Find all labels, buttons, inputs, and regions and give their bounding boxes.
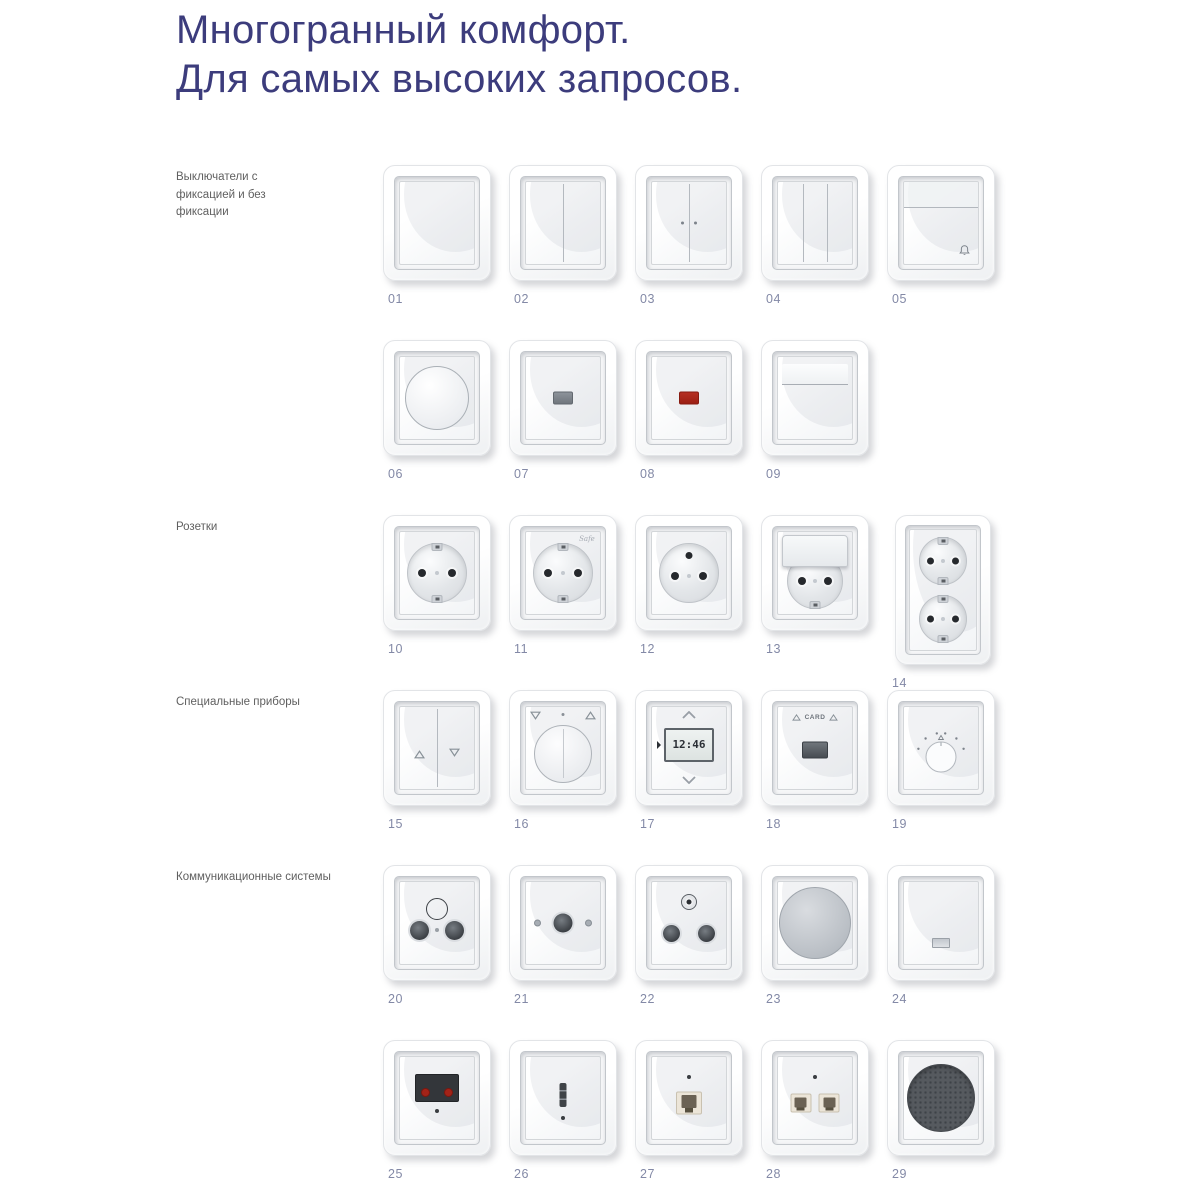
pin-hole	[927, 558, 934, 565]
product-number: 22	[640, 992, 656, 1006]
plate-frame	[772, 351, 858, 445]
triangle-up-icon	[414, 750, 425, 759]
product-01	[383, 165, 490, 306]
earth-clip	[558, 595, 569, 603]
plate-frame	[520, 176, 606, 270]
plate-frame	[394, 526, 480, 620]
product-row	[383, 340, 868, 481]
blind-rocker-switch	[399, 706, 475, 790]
plate-frame	[772, 176, 858, 270]
room-thermostat	[903, 706, 979, 790]
earth-clip	[938, 577, 949, 585]
pin-hole	[418, 569, 426, 577]
bell-push-with-label	[903, 181, 979, 265]
loudspeaker-socket	[399, 1056, 475, 1140]
product-number: 01	[388, 292, 404, 306]
product-13	[761, 515, 868, 656]
product-02	[509, 165, 616, 306]
product-14	[887, 515, 994, 690]
product-number: 03	[640, 292, 656, 306]
wall-plate	[635, 865, 743, 981]
product-number: 28	[766, 1167, 782, 1181]
pin-hole	[952, 615, 959, 622]
schuko-socket-with-lid	[777, 531, 853, 615]
product-number: 15	[388, 817, 404, 831]
blind-rotary-switch	[525, 706, 601, 790]
product-number: 23	[766, 992, 782, 1006]
product-number: 19	[892, 817, 908, 831]
schuko-outlet	[407, 543, 467, 603]
page-title-line-2: Для самых высоких запросов.	[176, 57, 743, 101]
plate-frame	[520, 526, 606, 620]
safety-marking: Safe	[579, 535, 595, 544]
dimmer-knob	[405, 366, 469, 430]
wall-plate	[895, 515, 991, 665]
product-22	[635, 865, 742, 1006]
product-10	[383, 515, 490, 656]
rotary-knob	[534, 725, 592, 783]
wall-plate	[887, 165, 995, 281]
product-number: 26	[514, 1167, 530, 1181]
pin-hole	[574, 569, 582, 577]
triangle-up-icon	[792, 714, 801, 721]
product-27	[635, 1040, 742, 1181]
plate-frame	[646, 701, 732, 795]
electronic-timer	[651, 706, 727, 790]
wall-plate	[761, 340, 869, 456]
chevron-up-icon	[681, 711, 697, 719]
section-label-2: Специальные приборы	[176, 696, 300, 708]
product-number: 09	[766, 467, 782, 481]
pin-hole	[699, 572, 707, 580]
loudspeaker-module	[903, 1056, 979, 1140]
earth-clip	[938, 635, 949, 643]
plate-frame	[772, 1051, 858, 1145]
rj45-jack	[676, 1091, 702, 1114]
plate-frame	[646, 176, 732, 270]
tv-sat-socket	[651, 881, 727, 965]
product-17	[635, 690, 742, 831]
wall-plate	[383, 340, 491, 456]
wall-plate	[383, 165, 491, 281]
product-number: 16	[514, 817, 530, 831]
page-title	[176, 6, 742, 104]
switch-with-label-window	[777, 356, 853, 440]
phone-jack-slot	[560, 1083, 567, 1107]
sensor-dome	[779, 887, 851, 959]
switch-with-red-indicator	[651, 356, 727, 440]
plate-frame	[772, 526, 858, 620]
plate-frame	[772, 701, 858, 795]
card-label: CARD	[804, 714, 826, 722]
schuko-outlet	[919, 595, 967, 643]
earth-pin-outlet	[659, 543, 719, 603]
section-label-1: Розетки	[176, 521, 218, 533]
tv-radio-sat-socket	[399, 881, 475, 965]
product-21	[509, 865, 616, 1006]
earth-pin	[686, 552, 693, 559]
indicator-dot	[681, 222, 684, 225]
section-label-0: Выключатели с фиксацией и без фиксации	[176, 171, 266, 218]
wall-plate	[635, 1040, 743, 1156]
plate-frame	[898, 176, 984, 270]
plate-frame	[520, 701, 606, 795]
earth-clip	[938, 595, 949, 603]
product-row	[383, 690, 994, 831]
wall-plate	[509, 515, 617, 631]
two-gang-rocker-switch	[525, 181, 601, 265]
switch-with-label-field	[903, 881, 979, 965]
coax-socket	[525, 881, 601, 965]
plate-frame	[394, 176, 480, 270]
sat-connector	[445, 921, 464, 940]
wall-plate	[509, 340, 617, 456]
earth-clip	[938, 537, 949, 545]
wall-plate	[383, 865, 491, 981]
product-row	[383, 165, 994, 306]
product-number: 24	[892, 992, 908, 1006]
coax-connector	[554, 914, 573, 933]
page-title-line-1: Многогранный комфорт.	[176, 8, 631, 52]
schuko-outlet	[919, 537, 967, 585]
plate-frame	[520, 1051, 606, 1145]
switch-with-indicator-window	[525, 356, 601, 440]
product-number: 27	[640, 1167, 656, 1181]
tv-connector	[663, 925, 680, 942]
radio-connector	[426, 898, 448, 920]
wall-plate	[383, 515, 491, 631]
product-24	[887, 865, 994, 1006]
triangle-down-icon	[449, 748, 460, 757]
plate-frame	[394, 876, 480, 970]
product-row	[383, 865, 994, 1006]
wall-plate	[635, 515, 743, 631]
plate-frame	[898, 876, 984, 970]
red-terminal	[421, 1088, 430, 1097]
product-number: 06	[388, 467, 404, 481]
label-window	[782, 364, 849, 385]
wall-plate	[635, 690, 743, 806]
f-connector	[681, 894, 697, 910]
data-socket-rj45	[651, 1056, 727, 1140]
wall-plate	[509, 690, 617, 806]
product-15	[383, 690, 490, 831]
product-number: 20	[388, 992, 404, 1006]
product-16	[509, 690, 616, 831]
plate-frame	[394, 1051, 480, 1145]
plate-frame	[905, 525, 981, 655]
product-number: 07	[514, 467, 530, 481]
wall-plate	[887, 865, 995, 981]
sat-connector	[698, 925, 715, 942]
red-indicator-window	[679, 392, 699, 405]
earth-clip	[432, 543, 443, 551]
pin-hole	[448, 569, 456, 577]
product-number: 17	[640, 817, 656, 831]
tv-connector	[410, 921, 429, 940]
product-11	[509, 515, 616, 656]
speaker-grille	[907, 1064, 975, 1132]
plate-frame	[394, 701, 480, 795]
rj45-jack	[790, 1093, 811, 1112]
red-terminal	[444, 1088, 453, 1097]
screw	[585, 920, 592, 927]
wall-plate	[635, 340, 743, 456]
rotary-dimmer	[399, 356, 475, 440]
motion-detector	[777, 881, 853, 965]
wall-plate	[761, 690, 869, 806]
plate-frame	[646, 1051, 732, 1145]
product-26	[509, 1040, 616, 1181]
product-number: 21	[514, 992, 530, 1006]
wall-plate	[761, 1040, 869, 1156]
wall-plate	[509, 165, 617, 281]
pin-hole	[927, 615, 934, 622]
product-19	[887, 690, 994, 831]
product-06	[383, 340, 490, 481]
pin-hole	[544, 569, 552, 577]
pin-hole	[824, 577, 832, 585]
phone-socket	[525, 1056, 601, 1140]
product-number: 08	[640, 467, 656, 481]
label-field	[932, 938, 950, 948]
product-number: 29	[892, 1167, 908, 1181]
plate-frame	[772, 876, 858, 970]
product-28	[761, 1040, 868, 1181]
product-number: 13	[766, 642, 782, 656]
product-18	[761, 690, 868, 831]
product-05	[887, 165, 994, 306]
double-data-socket-rj45	[777, 1056, 853, 1140]
wall-plate	[761, 165, 869, 281]
wall-plate	[509, 1040, 617, 1156]
plate-frame	[898, 1051, 984, 1145]
pin-hole	[671, 572, 679, 580]
product-number: 11	[514, 642, 529, 656]
double-schuko-socket	[909, 529, 977, 651]
indicator-window	[553, 392, 573, 405]
single-rocker-switch	[399, 181, 475, 265]
product-number: 02	[514, 292, 530, 306]
thermostat-dial-icon	[909, 723, 973, 779]
plate-frame	[898, 701, 984, 795]
wall-plate	[383, 1040, 491, 1156]
schuko-socket	[399, 531, 475, 615]
wall-plate	[761, 865, 869, 981]
earth-clip	[558, 543, 569, 551]
label-window	[904, 182, 978, 208]
triangle-up-icon	[585, 711, 596, 720]
wall-plate	[383, 690, 491, 806]
product-09	[761, 340, 868, 481]
card-switch	[777, 706, 853, 790]
product-number: 18	[766, 817, 782, 831]
bell-icon	[958, 244, 971, 257]
earth-clip	[810, 601, 821, 609]
product-number: 12	[640, 642, 656, 656]
product-08	[635, 340, 742, 481]
product-25	[383, 1040, 490, 1181]
wall-plate	[635, 165, 743, 281]
wall-plate	[761, 515, 869, 631]
wall-plate	[509, 865, 617, 981]
chevron-down-icon	[681, 776, 697, 784]
timer-display: 12:46	[664, 728, 714, 762]
product-20	[383, 865, 490, 1006]
plate-frame	[520, 351, 606, 445]
schuko-outlet	[533, 543, 593, 603]
product-23	[761, 865, 868, 1006]
wall-plate	[887, 690, 995, 806]
product-12	[635, 515, 742, 656]
three-gang-rocker-switch	[777, 181, 853, 265]
section-label-3: Коммуникационные системы	[176, 871, 331, 883]
product-number: 25	[388, 1167, 404, 1181]
schuko-safety-socket	[525, 531, 601, 615]
product-03	[635, 165, 742, 306]
pin-hole	[798, 577, 806, 585]
product-row	[383, 515, 994, 690]
earth-clip	[432, 595, 443, 603]
card-slot	[802, 742, 828, 759]
speaker-terminal	[415, 1074, 459, 1102]
hinged-lid	[782, 535, 847, 567]
pin-hole	[952, 558, 959, 565]
product-29	[887, 1040, 994, 1181]
two-gang-switch-with-indicator	[651, 181, 727, 265]
triangle-down-icon	[530, 711, 541, 720]
plate-frame	[646, 526, 732, 620]
wall-plate	[887, 1040, 995, 1156]
screw	[534, 920, 541, 927]
product-number: 10	[388, 642, 404, 656]
plate-frame	[646, 876, 732, 970]
product-number: 04	[766, 292, 782, 306]
product-07	[509, 340, 616, 481]
product-number: 05	[892, 292, 908, 306]
rj45-jack	[819, 1093, 840, 1112]
plate-frame	[394, 351, 480, 445]
triangle-up-icon	[829, 714, 838, 721]
indicator-dot	[694, 222, 697, 225]
product-04	[761, 165, 868, 306]
plate-frame	[646, 351, 732, 445]
plate-frame	[520, 876, 606, 970]
product-number: 14	[892, 676, 908, 690]
product-row	[383, 1040, 994, 1181]
socket-with-earth-pin	[651, 531, 727, 615]
